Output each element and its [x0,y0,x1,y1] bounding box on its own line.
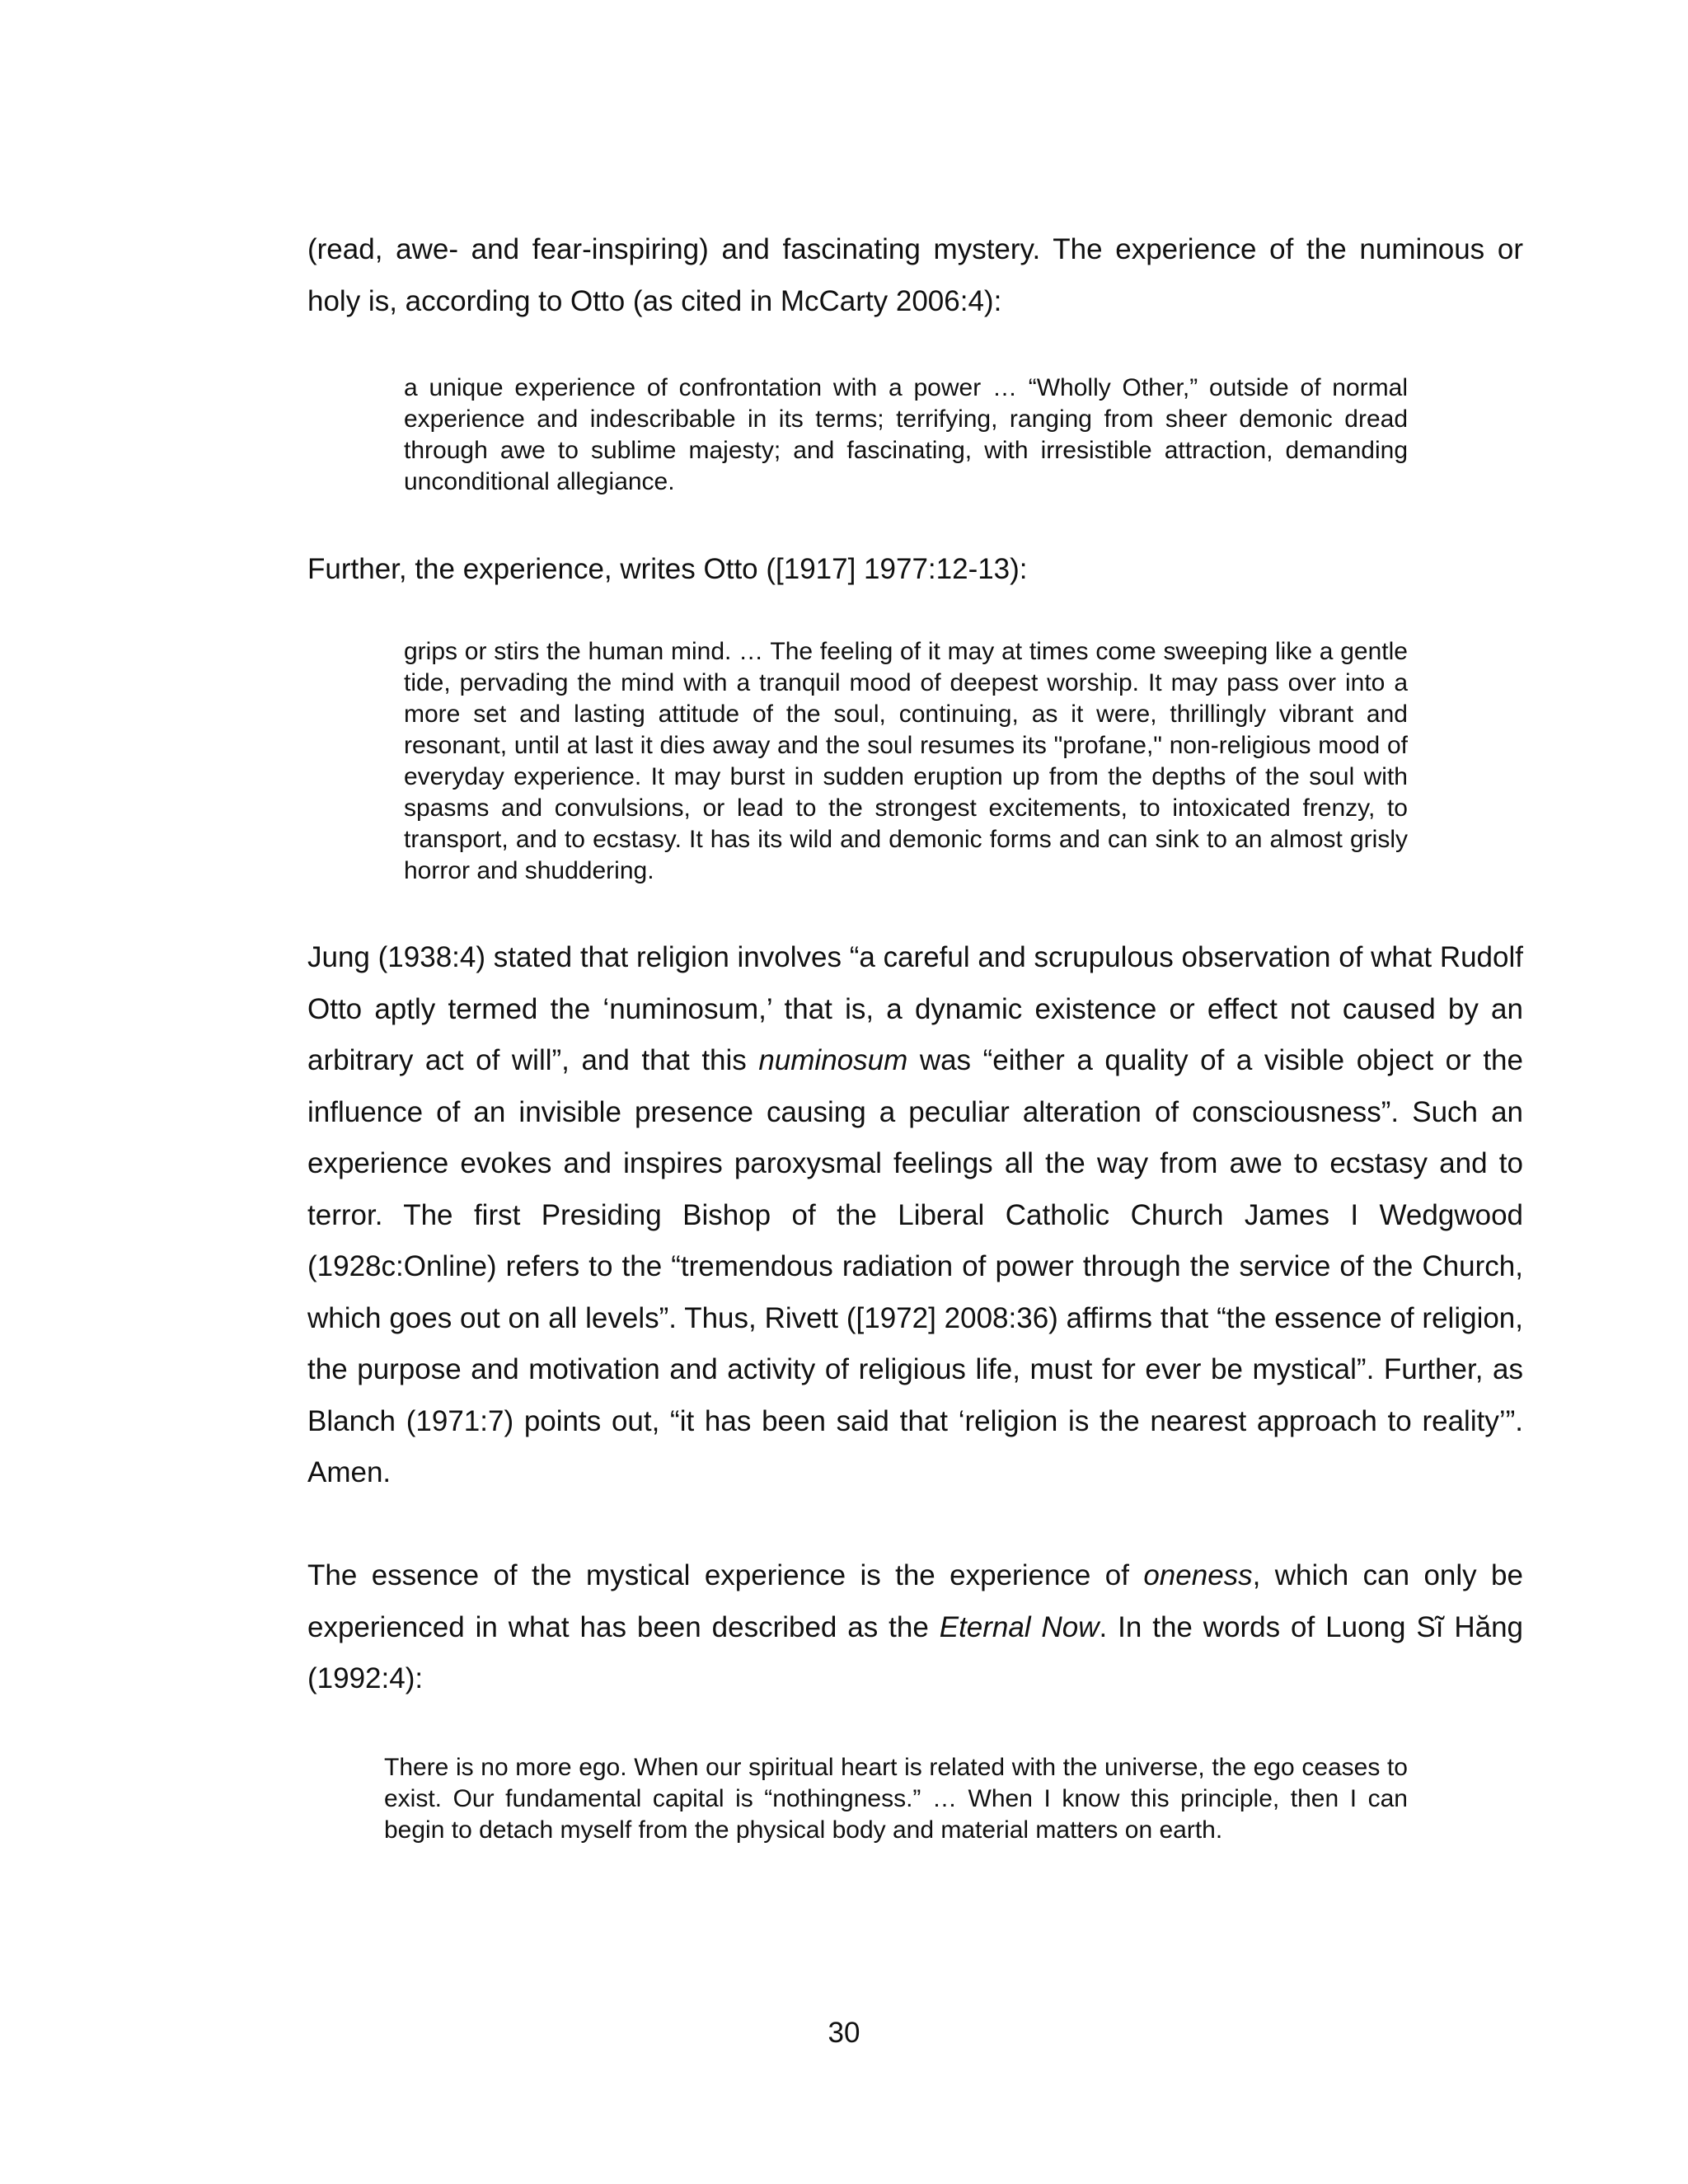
block-quote-otto-text: grips or stirs the human mind. … The feeling of it may at times come sweeping like a gentle tide, pervading the mind with a tranquil mood of deepest worship. It may pass over into a more set and lasting attitude of the soul, continuing, as it were, thrillingly vibrant and resonant, until at last it dies away and the soul resumes its "profane," non-religious mood of everyday experience. It may burst in sudden eruption up from the depths of the soul with spasms and convulsions, or lead to the strongest excitements, to intoxicated frenzy, to transport, and to ecstasy. It has its wild and demonic forms and can sink to an almost grisly horror and shuddering. [404,638,1408,884]
paragraph-oneness-emphasis-oneness: oneness [1143,1559,1253,1591]
paragraph-intro-text: (read, awe- and fear-inspiring) and fascinating mystery. The experience of the numinous or holy is, according to Otto (as cited in McCarty 2006:4): [307,233,1523,317]
paragraph-intro [307,224,1523,327]
block-quote-otto [404,636,1408,887]
block-quote-luong [384,1752,1408,1846]
paragraph-otto-intro-text: Further, the experience, writes Otto ([1917] 1977:12-13): [307,553,1028,585]
paragraph-oneness [307,1550,1523,1705]
paragraph-oneness-text-a: The essence of the mystical experience is the experience of [307,1559,1144,1591]
paragraph-oneness-text-b: , which can only be experienced in what has been described as the [307,1559,1523,1643]
paragraph-otto-intro [307,544,1523,596]
page-number: 30 [828,2017,860,2049]
paragraph-jung-text-a: Jung (1938:4) stated that religion involves “a careful and scrupulous observation of what Rudolf Otto aptly termed the ‘numinosum,’ that is, a dynamic existence or effect not caused by an arbitrary act of will”, and that this [307,941,1523,1076]
block-quote-luong-text: There is no more ego. When our spiritual heart is related with the universe, the ego ceases to exist. Our fundamental capital is “nothingness.” … When I know this principle, then I can begin to detach myself from the physical body and material matters on earth. [384,1754,1408,1844]
paragraph-oneness-text-c: . In the words of Luong Sĩ Hăng (1992:4): [307,1610,1523,1694]
paragraph-jung-emphasis: numinosum [758,1044,908,1076]
block-quote-mccarty-text: a unique experience of confrontation with a power … “Wholly Other,” outside of normal experience and indescribable in its terms; terrifying, ranging from sheer demonic dread through awe to sublime majesty; and fascinating, with irresistible attraction, demanding unconditional allegiance. [404,374,1408,495]
block-quote-mccarty [404,373,1408,498]
paragraph-jung-text-b: was “either a quality of a visible object or the influence of an invisible presence causing a peculiar alteration of consciousness”. Such an experience evokes and inspires paroxysmal feelings all the way from awe to ecstasy and to terror. The first Presiding Bishop of the Liberal Catholic Church James I Wedgwood (1928c:Online) refers to the “tremendous radiation of power through the service of the Church, which goes out on all levels”. Thus, Rivett ([1972] 2008:36) affirms that “the essence of religion, the purpose and motivation and activity of religious life, must for ever be mystical”. Further, as Blanch (1971:7) points out, “it has been said that ‘religion is the nearest approach to reality’”. Amen. [307,1044,1523,1488]
paragraph-oneness-emphasis-eternal-now: Eternal Now [939,1610,1100,1643]
paragraph-jung [307,932,1523,1499]
